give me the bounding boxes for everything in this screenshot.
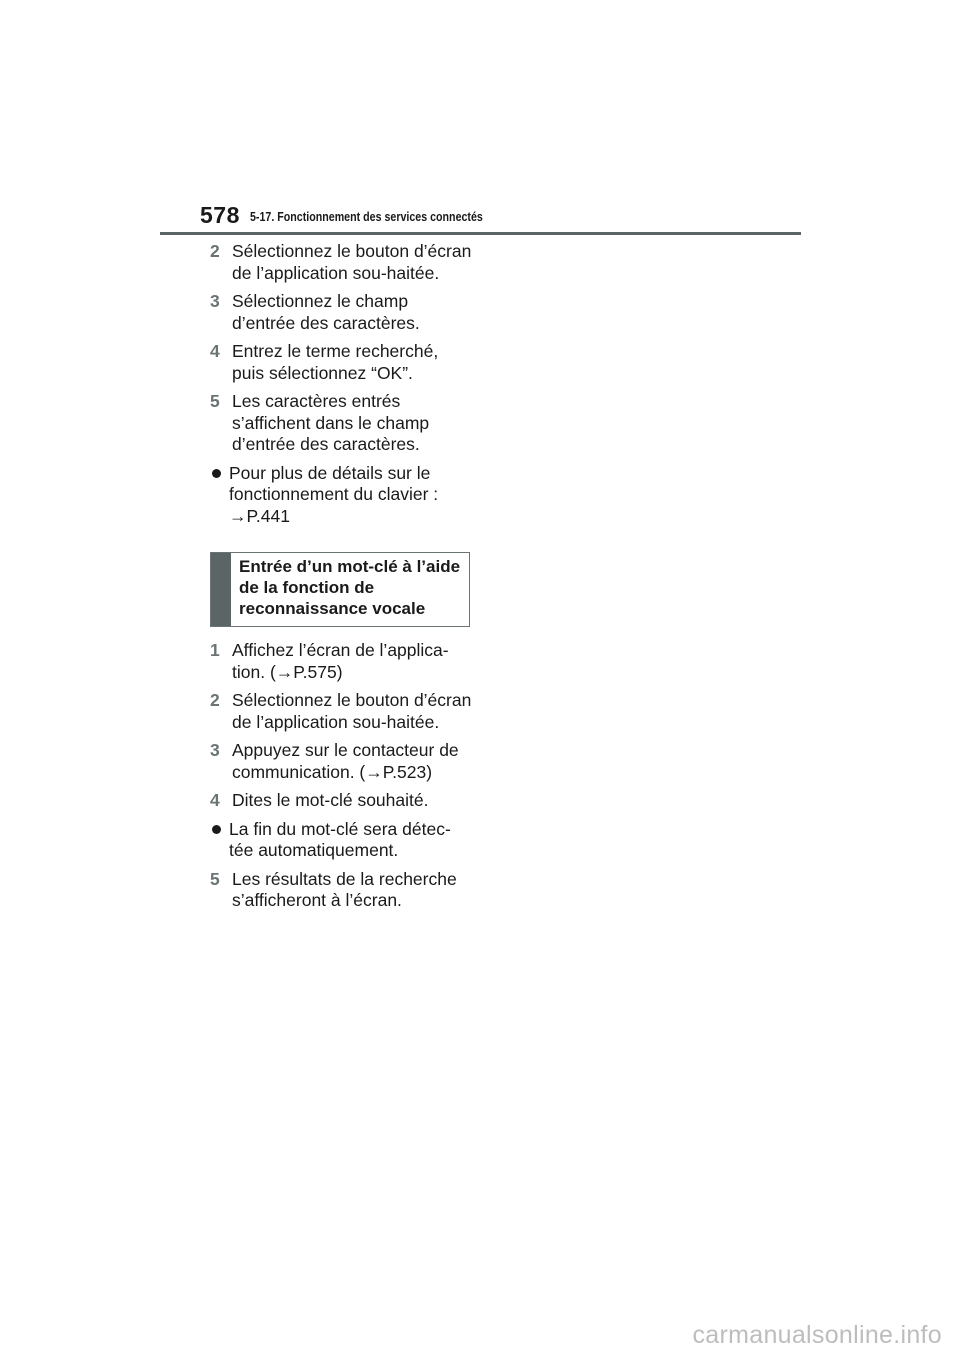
header-rule [160,232,801,235]
step-number: 2 [210,241,220,261]
step-text: Dites le mot-clé souhaité. [232,790,429,810]
step-item [210,291,472,334]
step-item [210,341,472,384]
step-text: Les caractères entrés s’affichent dans le champ d’entrée des caractères. [232,391,430,454]
bullet-dot-icon [210,819,229,862]
step-text: Entrez le terme recherché, puis sélectionnez “OK”. [232,341,439,383]
step-number: 5 [210,868,220,889]
step-item [210,640,472,683]
step-number: 1 [210,640,220,660]
step-number: 5 [210,391,220,411]
subheading-text: Entrée d’un mot-clé à l’aide de la fonction de reconnaissance vocale [239,557,461,618]
step-item [210,690,472,733]
bullet-item [210,463,472,528]
bullet-item [210,819,472,862]
step-number: 3 [210,740,220,760]
step-item [210,740,472,783]
step-item [210,391,472,456]
bullet-text: Pour plus de détails sur le fonctionnement du clavier : →P.441 [229,462,439,526]
page-number: 578 [200,202,240,228]
step-text: Sélectionnez le bouton d’écran de l’application sou-haitée. [232,241,472,283]
step-text: Appuyez sur le contacteur de communication. (→P.523) [232,740,459,782]
bullet-dot-icon [210,463,229,528]
step-text: Sélectionnez le bouton d’écran de l’application sou-haitée. [232,690,472,732]
step-number: 3 [210,291,220,311]
step-text: Les résultats de la recherche s’afficheront à l’écran. [232,868,457,910]
step-item [210,790,472,812]
bullet-text: La fin du mot-clé sera détec-tée automatiquement. [229,818,451,860]
step-text: Sélectionnez le champ d’entrée des caractères. [232,291,420,333]
watermark: carmanualsonline.info [692,1321,942,1349]
subheading-tab [211,553,231,626]
step-item [210,869,472,912]
subheading-box [210,552,470,627]
step-number: 4 [210,790,220,810]
step-text: Affichez l’écran de l’applica-tion. (→P.575) [232,640,449,682]
step-number: 2 [210,690,220,710]
content-column [210,241,472,919]
section-title: 5-17. Fonctionnement des services connectés [250,209,483,224]
step-item [210,241,472,284]
step-number: 4 [210,341,220,361]
